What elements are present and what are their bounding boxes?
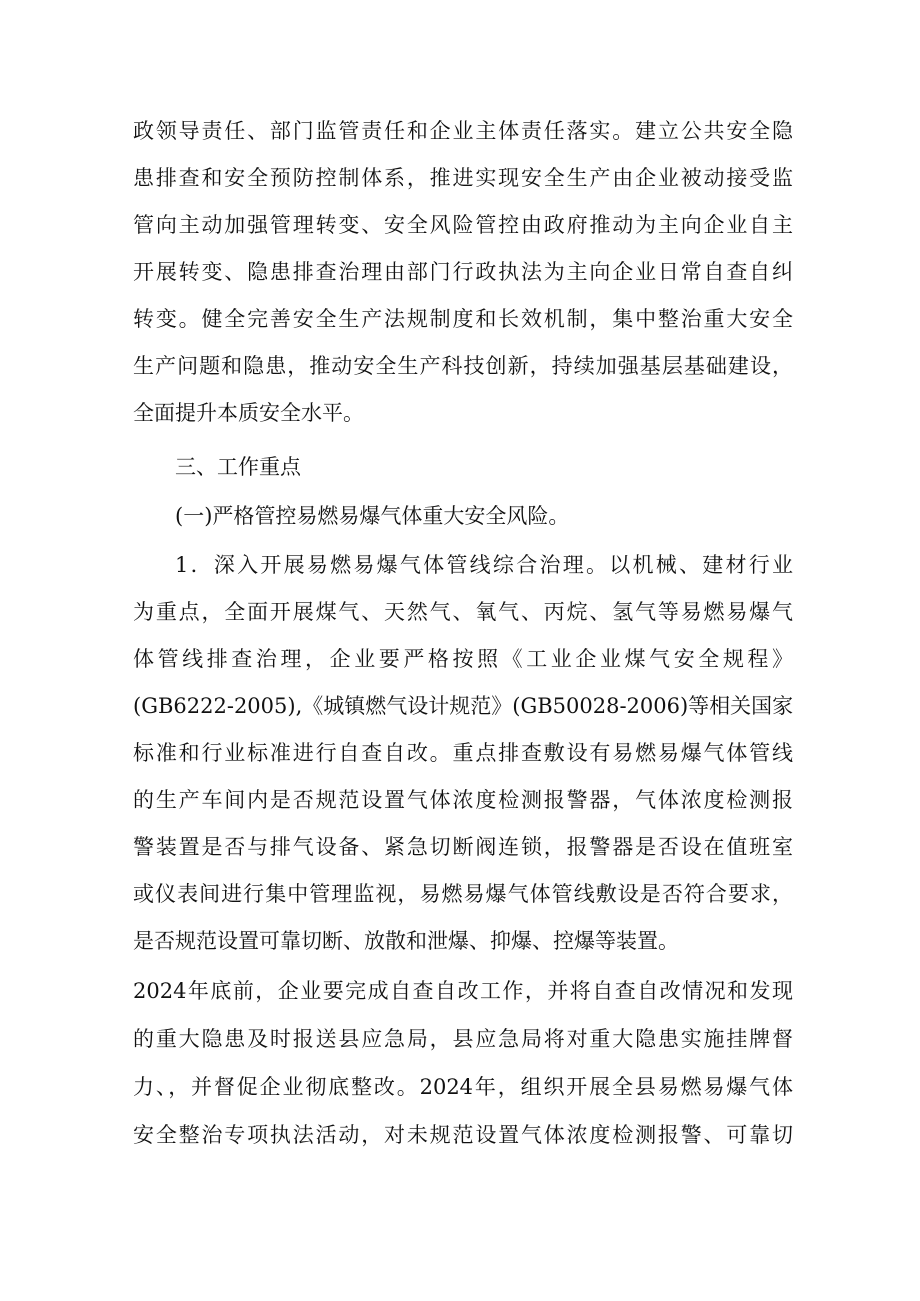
paragraph-line: 的重大隐患及时报送县应急局，县应急局将对重大隐患实施挂牌督	[133, 1027, 793, 1051]
paragraph-line: 警装置是否与排气设备、紧急切断阀连锁，报警器是否设在值班室	[133, 835, 793, 859]
paragraph-line: 全面提升本质安全水平。	[133, 401, 364, 425]
paragraph-line: 生产问题和隐患，推动安全生产科技创新，持续加强基层基础建设，	[133, 354, 793, 378]
paragraph-line: 力、，并督促企业彻底整改。2024年，组织开展全县易燃易爆气体	[133, 1075, 793, 1099]
subsection-heading: (一)严格管控易燃易爆气体重大安全风险。	[175, 504, 570, 528]
paragraph-line: 政领导责任、部门监管责任和企业主体责任落实。建立公共安全隐	[133, 119, 793, 143]
paragraph-line: 为重点，全面开展煤气、天然气、氧气、丙烷、氢气等易燃易爆气	[133, 600, 793, 624]
paragraph-line: 转变。健全完善安全生产法规制度和长效机制，集中整治重大安全	[133, 307, 793, 331]
paragraph-line: 2024年底前，企业要完成自查自改工作，并将自查自改情况和发现	[133, 979, 793, 1003]
paragraph-line: 管向主动加强管理转变、安全风险管控由政府推动为主向企业自主	[133, 213, 793, 237]
paragraph-line: 1．深入开展易燃易爆气体管线综合治理。以机械、建材行业	[175, 553, 793, 577]
paragraph-line: 体管线排查治理，企业要严格按照《工业企业煤气安全规程》	[133, 647, 793, 671]
paragraph-line: 或仪表间进行集中管理监视，易燃易爆气体管线敷设是否符合要求，	[133, 882, 793, 906]
paragraph-line: (GB6222-2005),《城镇燃气设计规范》(GB50028-2006)等相关国家	[133, 694, 794, 718]
paragraph-line: 开展转变、隐患排查治理由部门行政执法为主向企业日常自查自纠	[133, 260, 793, 284]
section-heading: 三、工作重点	[175, 455, 301, 479]
paragraph-line: 患排查和安全预防控制体系，推进实现安全生产由企业被动接受监	[133, 166, 793, 190]
paragraph-line: 的生产车间内是否规范设置气体浓度检测报警器，气体浓度检测报	[133, 788, 793, 812]
paragraph-line: 是否规范设置可靠切断、放散和泄爆、抑爆、控爆等装置。	[133, 929, 679, 953]
paragraph-line: 安全整治专项执法活动，对未规范设置气体浓度检测报警、可靠切	[133, 1123, 793, 1147]
paragraph-line: 标准和行业标准进行自查自改。重点排查敷设有易燃易爆气体管线	[133, 741, 793, 765]
